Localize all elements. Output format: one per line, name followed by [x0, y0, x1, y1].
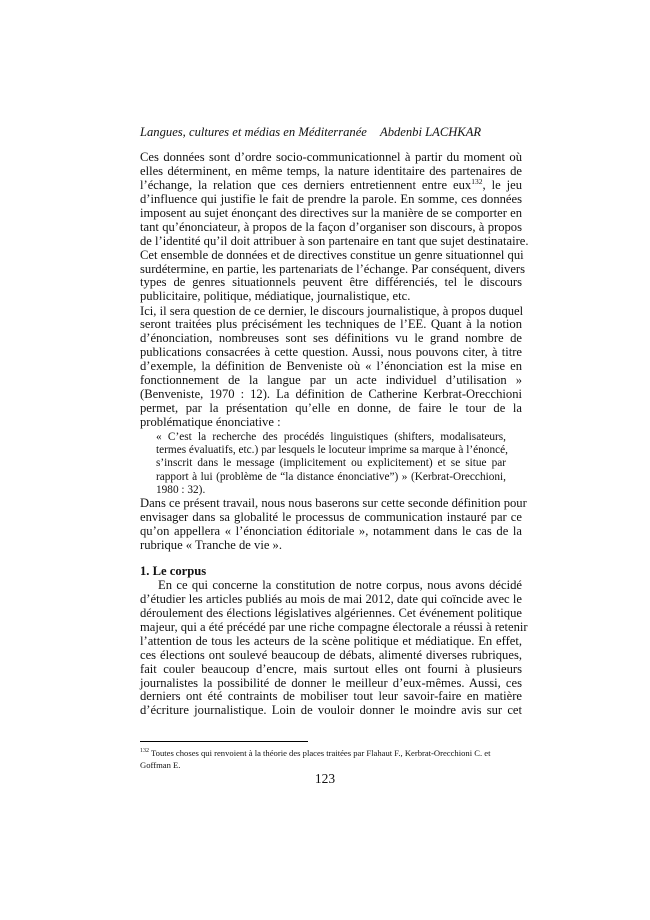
quote-line: rapport à lui (problème de “la distance énonciative”) » (Kerbrat-Orecchioni,	[156, 470, 506, 483]
footnote-number: 132	[140, 748, 149, 755]
text-line: (Benveniste, 1970 : 12). La définition de Catherine Kerbrat-Orecchioni	[140, 387, 522, 402]
text-line: publications consacrées à cette question. Aussi, nous pouvons citer, à titre	[140, 345, 522, 360]
quote-line: « C’est la recherche des procédés linguistiques (shifters, modalisateurs,	[156, 431, 506, 443]
text-line: d’écriture journalistique. Loin de vouloir donner le moindre avis sur cet	[140, 703, 522, 718]
text-line: Cet ensemble de données et de directives constitue un genre situationnel qui	[140, 247, 524, 262]
text-line: rubrique « Tranche de vie ».	[140, 537, 282, 552]
author-name: Abdenbi LACHKAR	[380, 125, 482, 139]
text-line: Dans ce présent travail, nous nous baserons sur cette seconde définition pour	[140, 496, 527, 510]
text-line: l’attention de tous les acteurs de la scène politique et médiatique. En effet,	[140, 633, 522, 648]
text-line: imposent au sujet énonçant des directives sur la manière de se comporter en	[140, 205, 522, 220]
text-line: fonctionnement de la langue par un acte individuel d’utilisation »	[140, 373, 522, 388]
text-line: ces élections ont soulevé beaucoup de débats, alimenté diverses rubriques,	[140, 647, 522, 662]
text-line: Ici, il sera question de ce dernier, le discours journalistique, à propos duquel	[140, 303, 524, 318]
text-line: Ces données sont d’ordre socio-communicationnel à partir du moment où	[140, 150, 522, 164]
journal-title: Langues, cultures et médias en Méditerranée	[140, 125, 367, 139]
text-line: surdétermine, en partie, les partenariats de l’échange. Par conséquent, divers	[140, 261, 526, 276]
page-number: 123	[314, 771, 336, 786]
footnote-text: Toutes choses qui renvoient à la théorie des places traitées par Flahaut F., Kerbrat-Orecchioni C. et Goffman E.	[140, 748, 491, 770]
quote-line: termes évaluatifs, etc.) par lesquels le locuteur imprime sa marque à l’énoncé,	[156, 444, 508, 457]
text-line: publicitaire, politique, médiatique, journalistique, etc.	[140, 289, 411, 304]
text-line: seront traitées plus précisément les techniques de l’EE. Quant à la notion	[140, 317, 522, 332]
text-line: elles déterminent, en même temps, la nature identitaire des partenaires de	[140, 163, 522, 178]
text-line: journalistes la possibilité de donner le meilleur d’eux-mêmes. Aussi, ces	[140, 675, 522, 690]
footnote-separator	[140, 741, 308, 742]
text-line: d’influence qui justifie le fait de prendre la parole. En somme, ces données	[140, 191, 522, 206]
paragraph-2	[140, 305, 522, 430]
text-line: fait couler beaucoup d’encre, mais surtout elles ont fourni à plusieurs	[140, 661, 522, 676]
text-line: déroulement des élections législatives algériennes. Cet événement politique	[140, 605, 522, 620]
section-heading: 1. Le corpus	[140, 564, 207, 578]
footnote-reference[interactable]: 132	[471, 176, 483, 186]
text-line: d’énonciation, nombreuses sont ses définitions vu le grand nombre de	[140, 331, 522, 346]
quote-line: s’inscrit dans le message (implicitement ou explicitement) et se situe par	[156, 457, 506, 470]
running-header	[140, 125, 522, 140]
text-line: qu’on appellera « l’énonciation éditoriale », notamment dans le cas de la	[140, 523, 522, 538]
text-line: d’exemple, la définition de Benveniste où « l’énonciation est la mise en	[140, 359, 522, 374]
text-line: derniers ont été contraints de mobiliser tout leur savoir-faire en matière	[140, 689, 522, 704]
text-line: d’étudier les articles publiés au mois de mai 2012, date qui coïncide avec le	[140, 591, 522, 606]
text-line	[140, 176, 523, 193]
text-line: de l’identité qu’il doit attribuer à son partenaire en tant que sujet destinataire.	[140, 233, 529, 248]
text-line: envisager dans sa globalité le processus de communication instauré par ce	[140, 509, 522, 524]
paragraph-1	[140, 150, 529, 304]
text-line: problématique énonciative :	[140, 415, 281, 429]
text-fragment: l’échange, la relation que ces derniers entretiennent entre eux	[140, 177, 472, 192]
footnote	[140, 748, 522, 771]
section-corpus	[140, 564, 528, 718]
text-line: tant qu’énonciateur, à propos de la façon d’organiser son discours, à propos	[140, 219, 522, 234]
text-line: majeur, qui a été précédé par une riche compagne électorale a réussi à retenir	[140, 619, 528, 634]
text-line: En ce qui concerne la constitution de notre corpus, nous avons décidé	[158, 577, 522, 592]
text-line: types de genres situationnels peuvent être différenciés, tel le discours	[140, 275, 522, 290]
text-fragment: , le jeu	[482, 177, 523, 192]
paragraph-3	[140, 496, 527, 553]
quote-line: 1980 : 32).	[156, 483, 206, 496]
block-quote	[156, 431, 506, 497]
text-line: permet, par la présentation qu’elle en donne, de faire le tour de la	[140, 401, 522, 416]
